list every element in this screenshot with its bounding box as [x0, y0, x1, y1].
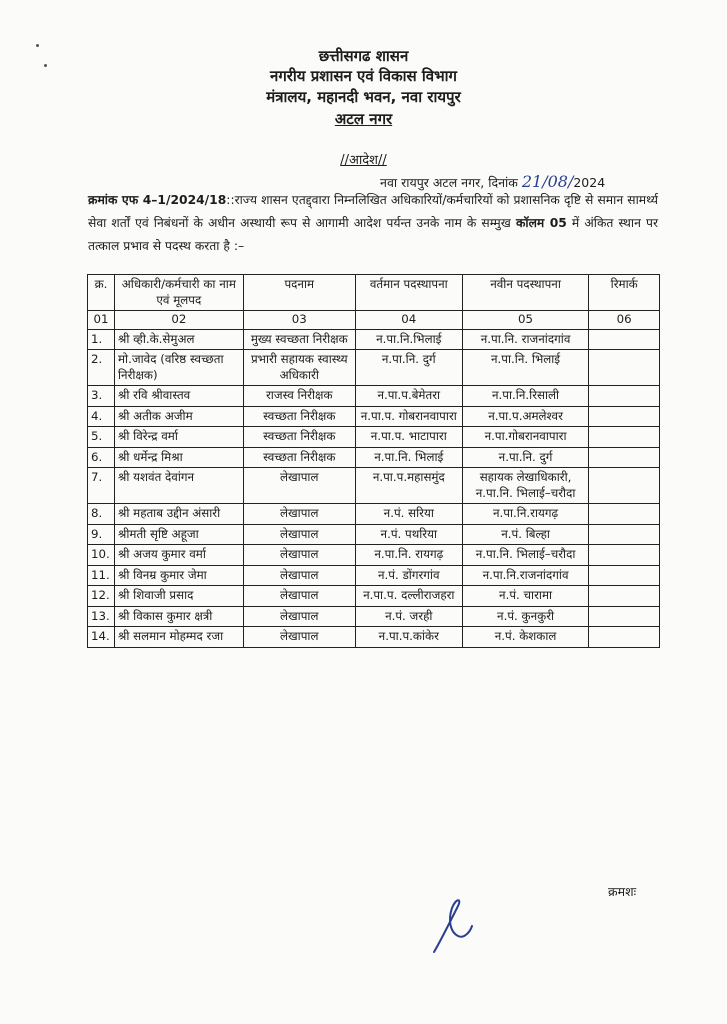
- row-current-posting: न.पं. पथरिया: [355, 524, 462, 545]
- col-number: 04: [355, 311, 462, 330]
- col-number: 05: [462, 311, 589, 330]
- row-designation: मुख्य स्वच्छता निरीक्षक: [243, 329, 355, 350]
- table-row: [88, 406, 660, 427]
- row-remark: [589, 350, 660, 386]
- order-body-text-1: ::राज्य शासन एतद्द्वारा निम्नलिखित अधिकारियों/कर्मचारियों को प्रशासनिक दृष्टि से समान सामर्थ्य सेवा शर्तों एवं निबंधनों के अधीन अस्थायी रूप से आगामी आदेश पर्यन्त उनके नाम के सम्मुख: [88, 193, 658, 230]
- row-new-posting: न.पा.नि.राजनांदगांव: [462, 565, 589, 586]
- row-name: श्री व्ही.के.सेमुअल: [114, 329, 243, 350]
- row-name: श्री विरेन्द्र वर्मा: [114, 427, 243, 448]
- row-current-posting: न.पा.प. गोबरानवापारा: [355, 406, 462, 427]
- row-new-posting: न.पं. बिल्हा: [462, 524, 589, 545]
- row-new-posting: न.पा.गोबरानवापारा: [462, 427, 589, 448]
- row-serial: 14.: [88, 627, 115, 648]
- order-body-bold: कॉलम 05: [515, 216, 567, 230]
- row-new-posting: न.पा.नि. दुर्ग: [462, 447, 589, 468]
- date-year: 2024: [573, 175, 606, 190]
- row-name: श्री विनम्र कुमार जेमा: [114, 565, 243, 586]
- signature: [410, 892, 480, 962]
- row-name: श्रीमती सृष्टि अहूजा: [114, 524, 243, 545]
- col-number: 02: [114, 311, 243, 330]
- row-serial: 11.: [88, 565, 115, 586]
- table-row: [88, 504, 660, 525]
- place-date-prefix: नवा रायपुर अटल नगर, दिनांक: [380, 175, 518, 190]
- row-designation: लेखापाल: [243, 606, 355, 627]
- row-remark: [589, 504, 660, 525]
- table-row: [88, 627, 660, 648]
- row-remark: [589, 565, 660, 586]
- row-serial: 2.: [88, 350, 115, 386]
- continued-label: क्रमशः: [608, 884, 637, 899]
- row-designation: लेखापाल: [243, 504, 355, 525]
- row-serial: 7.: [88, 468, 115, 504]
- row-current-posting: न.पा.नि.भिलाई: [355, 329, 462, 350]
- table-row: [88, 427, 660, 448]
- order-body: [88, 189, 658, 258]
- row-serial: 10.: [88, 545, 115, 566]
- row-remark: [589, 627, 660, 648]
- row-designation: स्वच्छता निरीक्षक: [243, 427, 355, 448]
- order-body-text-2: में अंकित स्थान पर तत्काल प्रभाव से पदस्थ करता है :–: [88, 216, 659, 253]
- row-designation: स्वच्छता निरीक्षक: [243, 406, 355, 427]
- table-row: [88, 524, 660, 545]
- row-current-posting: न.पं. डोंगरगांव: [355, 565, 462, 586]
- row-designation: लेखापाल: [243, 586, 355, 607]
- row-current-posting: न.पा.प.महासमुंद: [355, 468, 462, 504]
- col-header-designation: पदनाम: [243, 275, 355, 311]
- row-serial: 5.: [88, 427, 115, 448]
- row-designation: लेखापाल: [243, 627, 355, 648]
- row-current-posting: न.पं. जरही: [355, 606, 462, 627]
- header-state: छत्तीसगढ शासन: [318, 47, 409, 65]
- row-name: श्री अतीक अजीम: [114, 406, 243, 427]
- row-current-posting: न.पा.प. भाटापारा: [355, 427, 462, 448]
- row-remark: [589, 406, 660, 427]
- row-remark: [589, 524, 660, 545]
- row-name: श्री सलमान मोहम्मद रजा: [114, 627, 243, 648]
- row-remark: [589, 329, 660, 350]
- row-new-posting: न.पा.नि. भिलाई–चरौदा: [462, 545, 589, 566]
- row-serial: 12.: [88, 586, 115, 607]
- header-address: मंत्रालय, महानदी भवन, नवा रायपुर: [266, 88, 461, 106]
- row-new-posting: न.पं. केशकाल: [462, 627, 589, 648]
- row-remark: [589, 606, 660, 627]
- row-current-posting: न.पा.नि. भिलाई: [355, 447, 462, 468]
- posting-table: [87, 274, 660, 648]
- row-new-posting: न.पं. कुनकुरी: [462, 606, 589, 627]
- row-remark: [589, 468, 660, 504]
- row-serial: 13.: [88, 606, 115, 627]
- row-designation: राजस्व निरीक्षक: [243, 386, 355, 407]
- row-new-posting: न.पा.नि.रिसाली: [462, 386, 589, 407]
- row-new-posting: न.पा.नि. राजनांदगांव: [462, 329, 589, 350]
- table-header-row: [88, 275, 660, 311]
- col-number: 01: [88, 311, 115, 330]
- table-row: [88, 545, 660, 566]
- row-remark: [589, 386, 660, 407]
- row-new-posting: न.पं. चारामा: [462, 586, 589, 607]
- row-serial: 3.: [88, 386, 115, 407]
- row-current-posting: न.पा.प. दल्लीराजहरा: [355, 586, 462, 607]
- row-remark: [589, 545, 660, 566]
- row-current-posting: न.पा.प.कांकेर: [355, 627, 462, 648]
- table-row: [88, 447, 660, 468]
- table-row: [88, 606, 660, 627]
- row-name: श्री यशवंत देवांगन: [114, 468, 243, 504]
- row-serial: 4.: [88, 406, 115, 427]
- row-current-posting: न.पं. सरिया: [355, 504, 462, 525]
- row-name: श्री महताब उद्दीन अंसारी: [114, 504, 243, 525]
- row-current-posting: न.पा.नि. दुर्ग: [355, 350, 462, 386]
- row-designation: लेखापाल: [243, 565, 355, 586]
- table-body: [88, 329, 660, 647]
- row-serial: 8.: [88, 504, 115, 525]
- handwritten-date: 21/08/: [521, 172, 574, 191]
- table-row: [88, 468, 660, 504]
- row-name: श्री रवि श्रीवास्तव: [114, 386, 243, 407]
- row-name: श्री धर्मेन्द्र मिश्रा: [114, 447, 243, 468]
- row-remark: [589, 427, 660, 448]
- row-serial: 6.: [88, 447, 115, 468]
- col-number: 03: [243, 311, 355, 330]
- row-designation: लेखापाल: [243, 524, 355, 545]
- row-designation: प्रभारी सहायक स्वास्थ्य अधिकारी: [243, 350, 355, 386]
- col-header-remark: रिमार्क: [589, 275, 660, 311]
- table-row: [88, 565, 660, 586]
- row-new-posting: न.पा.नि.रायगढ़: [462, 504, 589, 525]
- header-department: नगरीय प्रशासन एवं विकास विभाग: [270, 67, 457, 85]
- row-designation: लेखापाल: [243, 545, 355, 566]
- row-serial: 9.: [88, 524, 115, 545]
- row-current-posting: न.पा.नि. रायगढ़: [355, 545, 462, 566]
- row-new-posting: न.पा.नि. भिलाई: [462, 350, 589, 386]
- col-header-new-posting: नवीन पदस्थापना: [462, 275, 589, 311]
- table-row: [88, 350, 660, 386]
- order-number: क्रमांक एफ 4–1/2024/18: [88, 193, 227, 207]
- row-current-posting: न.पा.प.बेमेतरा: [355, 386, 462, 407]
- table-row: [88, 329, 660, 350]
- row-new-posting: न.पा.प.अमलेश्वर: [462, 406, 589, 427]
- table-row: [88, 586, 660, 607]
- col-header-serial: क्र.: [88, 275, 115, 311]
- table-row: [88, 386, 660, 407]
- col-header-name: अधिकारी/कर्मचारी का नाम एवं मूलपद: [114, 275, 243, 311]
- order-title: //आदेश//: [340, 153, 387, 168]
- row-designation: लेखापाल: [243, 468, 355, 504]
- col-number: 06: [589, 311, 660, 330]
- row-designation: स्वच्छता निरीक्षक: [243, 447, 355, 468]
- row-remark: [589, 586, 660, 607]
- row-name: श्री शिवाजी प्रसाद: [114, 586, 243, 607]
- column-number-row: [88, 311, 660, 330]
- row-name: श्री विकास कुमार क्षत्री: [114, 606, 243, 627]
- header-city: अटल नगर: [334, 110, 393, 128]
- row-remark: [589, 447, 660, 468]
- col-header-current-posting: वर्तमान पदस्थापना: [355, 275, 462, 311]
- row-name: मो.जावेद (वरिष्ठ स्वच्छता निरीक्षक): [114, 350, 243, 386]
- row-name: श्री अजय कुमार वर्मा: [114, 545, 243, 566]
- row-serial: 1.: [88, 329, 115, 350]
- row-new-posting: सहायक लेखाधिकारी, न.पा.नि. भिलाई–चरौदा: [462, 468, 589, 504]
